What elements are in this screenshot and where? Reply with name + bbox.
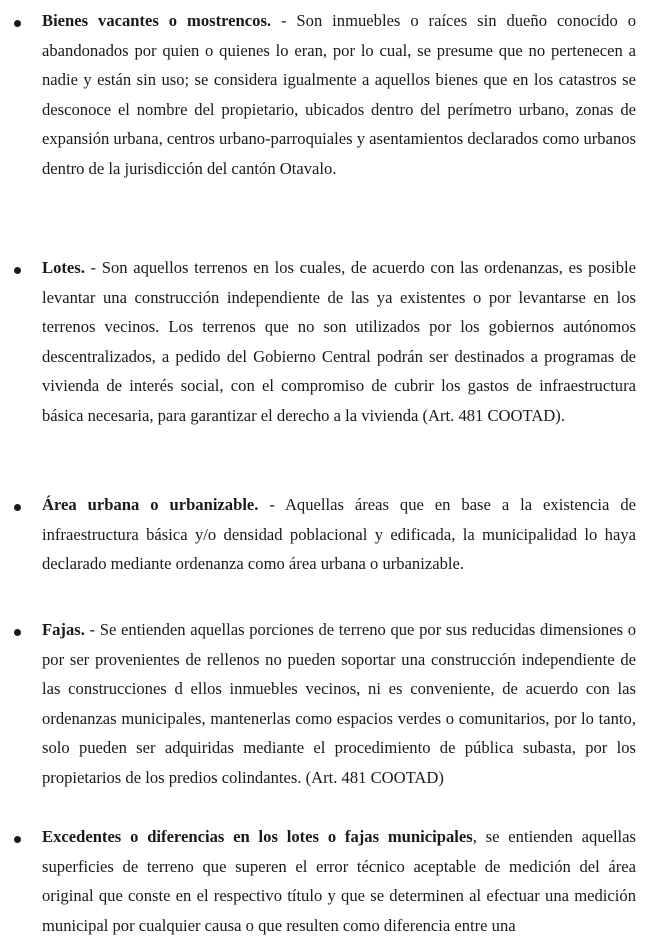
bullet-icon xyxy=(14,504,21,511)
item-paragraph xyxy=(42,615,636,793)
bullet-icon xyxy=(14,267,21,274)
bullet-icon xyxy=(14,629,21,636)
item-body: - Son inmuebles o raíces sin dueño conocido o abandonados por quien o quienes lo eran, por lo cual, se presume que no pertenecen a nadie y están sin uso; se considera igualmente a aquellos bienes que en los catastros se desconoce el nombre del propietario, ubicados dentro del perímetro urbano, zonas de expansión urbana, centros urbano-parroquiales y asentamientos declarados como urbanos dentro de la jurisdicción del cantón Otavalo. xyxy=(42,11,636,178)
item-paragraph xyxy=(42,6,636,184)
item-body: - Se entienden aquellas porciones de terreno que por sus reducidas dimensiones o por ser provenientes de rellenos no pueden soportar una construcción independiente de las construcciones d ellos inmuebles vecinos, ni es conveniente, de acuerdo con las ordenanzas municipales, mantenerlas como espacios verdes o comunitarios, por lo tanto, solo pueden ser adquiridas mediante el procedimiento de pública subasta, por los propietarios de los predios colindantes. (Art. 481 COOTAD) xyxy=(42,620,636,787)
item-term: Excedentes o diferencias en los lotes o fajas municipales xyxy=(42,827,473,846)
item-body: - Son aquellos terrenos en los cuales, de acuerdo con las ordenanzas, es posible levantar una construcción independiente de las ya existentes o por levantarse en los terrenos vecinos. Los terrenos que no son utilizados por los gobiernos autónomos descentralizados, a pedido del Gobierno Central podrán ser destinados a programas de vivienda de interés social, con el compromiso de cubrir los gastos de infraestructura básica necesaria, para garantizar el derecho a la vivienda (Art. 481 COOTAD). xyxy=(42,258,636,425)
item-paragraph xyxy=(42,253,636,431)
item-paragraph xyxy=(42,822,636,940)
item-term: Lotes. xyxy=(42,258,85,277)
item-term: Área urbana o urbanizable. xyxy=(42,495,259,514)
bullet-icon xyxy=(14,20,21,27)
item-body: - Aquellas áreas que en base a la existencia de infraestructura básica y/o densidad poblacional y edificada, la municipalidad lo haya declarado mediante ordenanza como área urbana o urbanizable. xyxy=(42,495,636,574)
item-paragraph xyxy=(42,490,636,579)
item-term: Bienes vacantes o mostrencos. xyxy=(42,11,272,30)
item-body: , se entienden aquellas superficies de terreno que superen el error técnico aceptable de medición del área original que conste en el respectivo título y que se determinen al efectuar una medición municipal por cualquier causa o que resulten como diferencia entre una xyxy=(42,827,636,935)
item-term: Fajas. xyxy=(42,620,85,639)
bullet-icon xyxy=(14,836,21,843)
